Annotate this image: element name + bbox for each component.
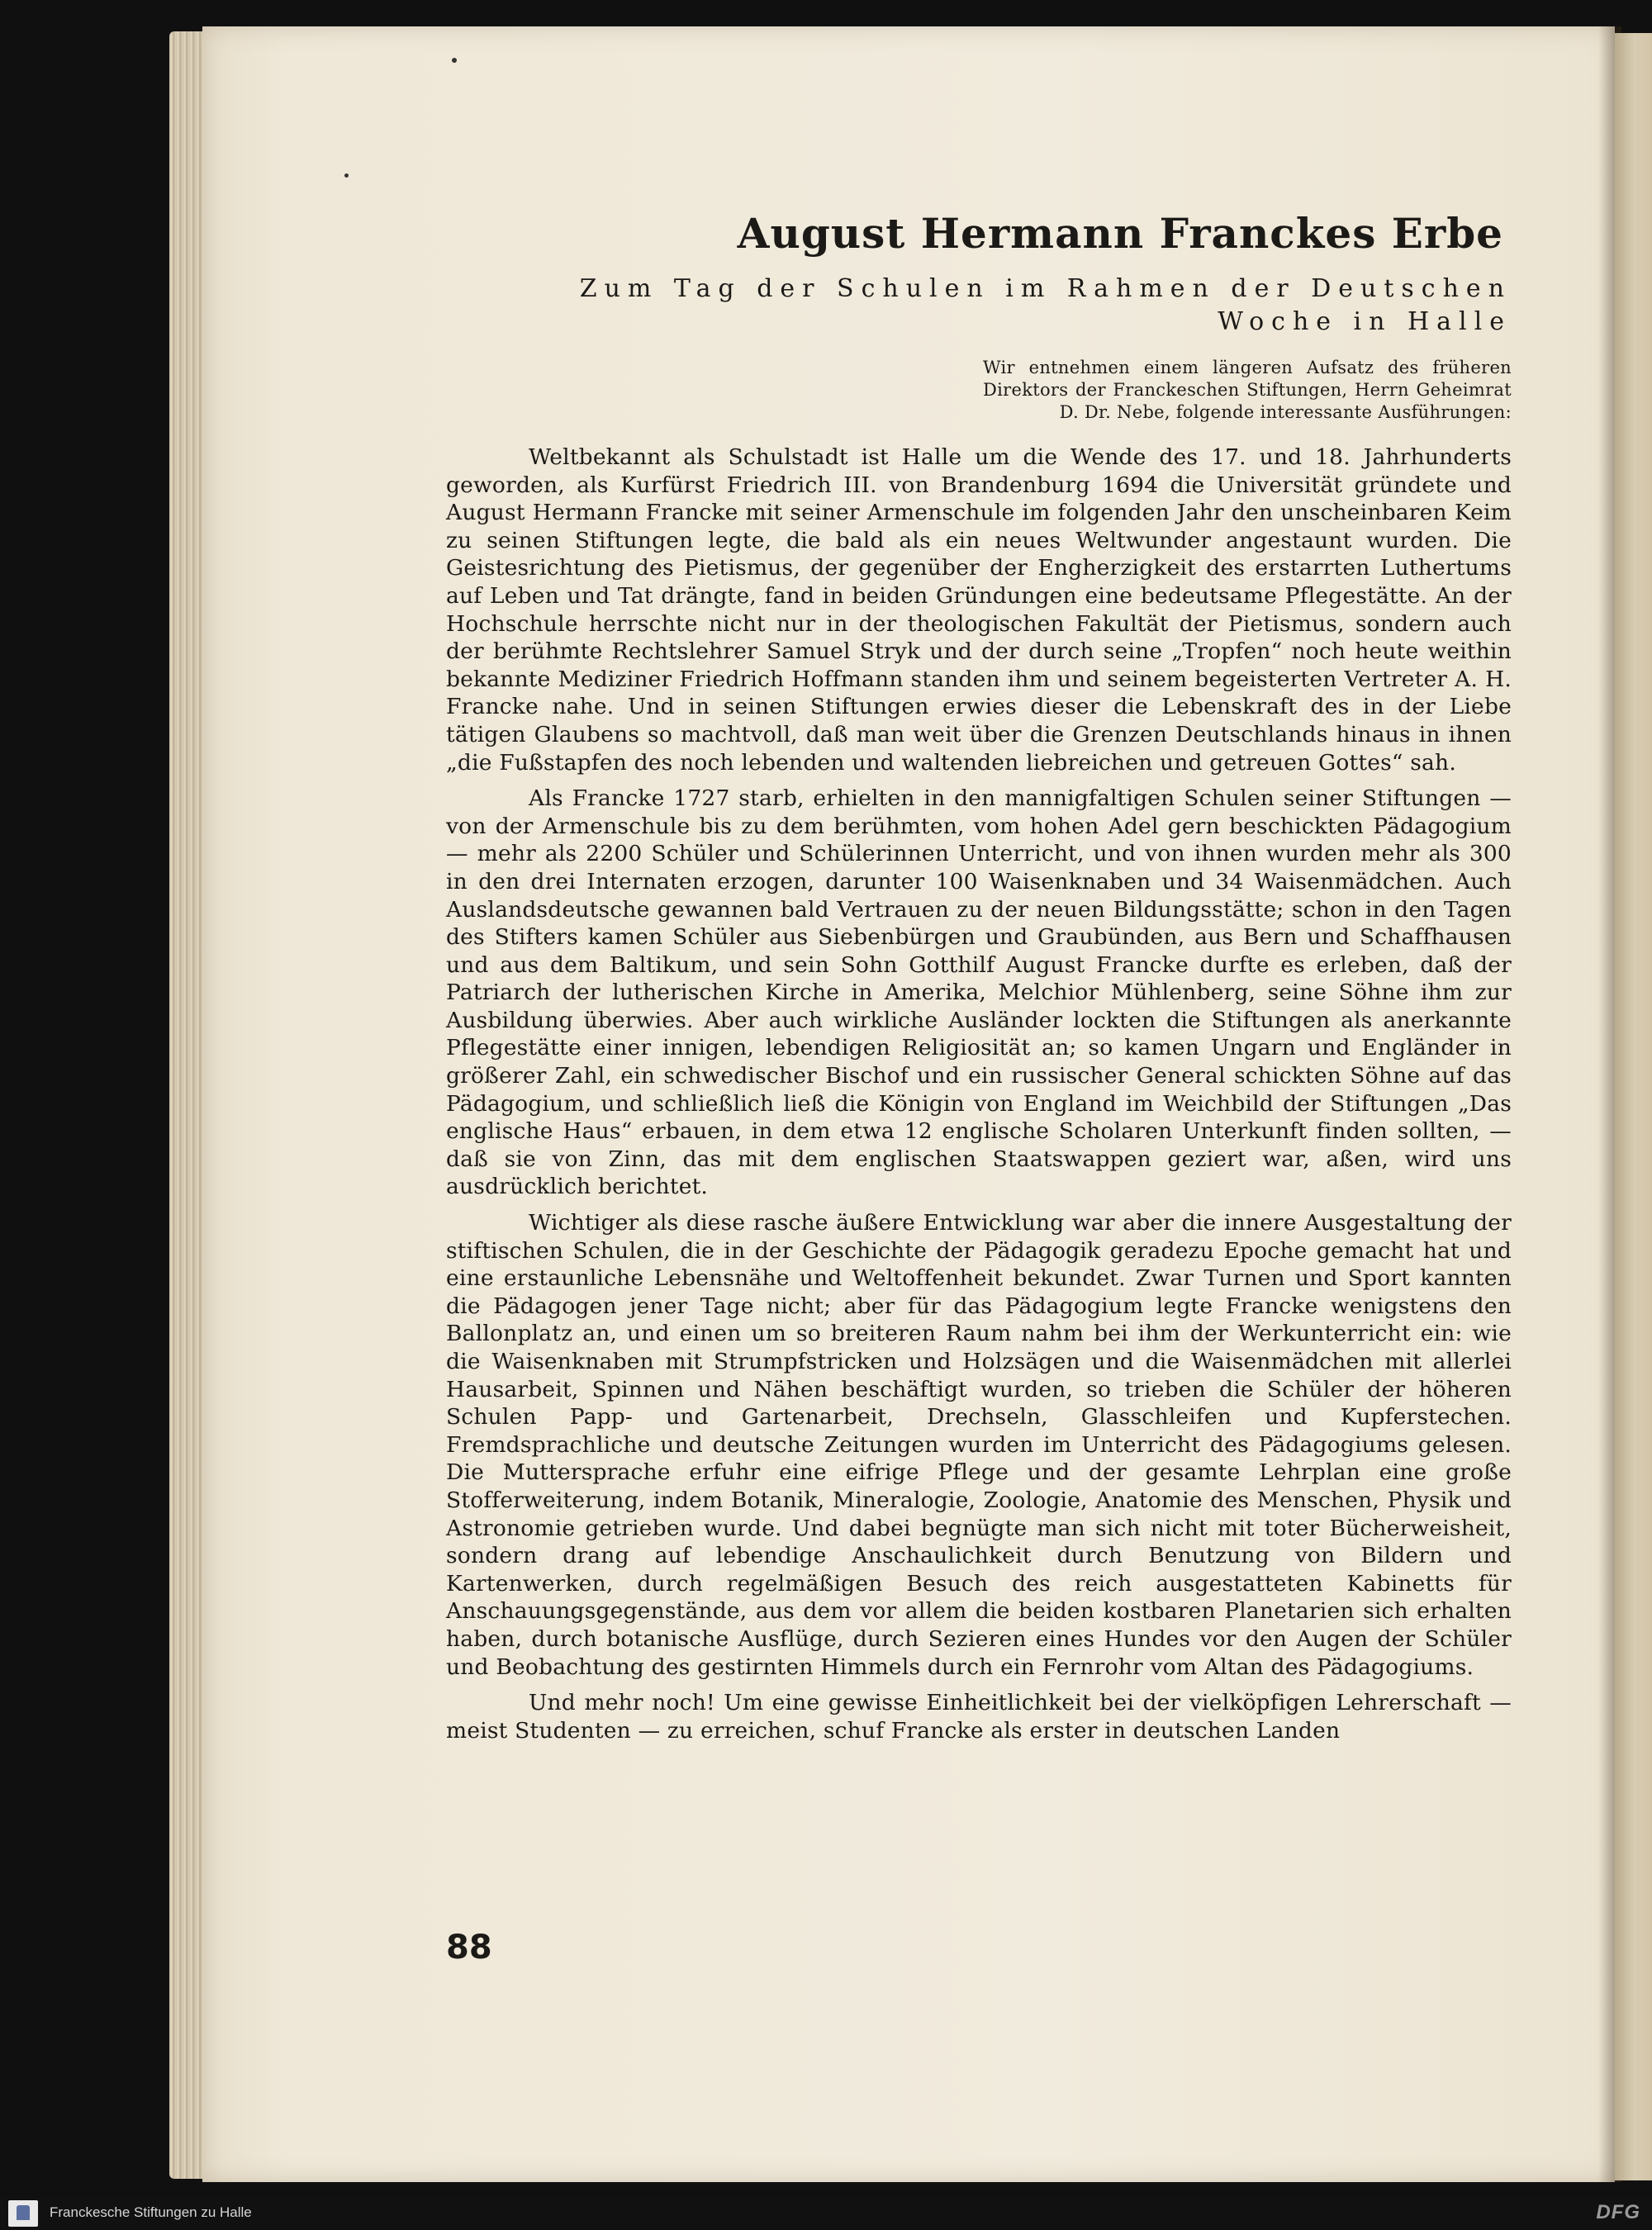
ink-speck <box>452 58 457 63</box>
viewer-footer <box>0 2197 1652 2230</box>
next-page-edge <box>1615 33 1652 2180</box>
dfg-logo: DFG <box>1596 2201 1640 2223</box>
article <box>446 206 1512 1753</box>
paragraph: Und mehr noch! Um eine gewisse Einheitlichkeit bei der vielköpfigen Lehrerschaft — meist Studenten — zu erreichen, schuf Francke als erster in deutschen Landen <box>446 1690 1512 1744</box>
editorial-note: Wir entnehmen einem längeren Aufsatz des früheren Direktors der Franckeschen Stiftungen, Herrn Geheimrat D. Dr. Nebe, folgende interessante Ausführungen: <box>983 358 1512 422</box>
article-body <box>446 444 1512 1744</box>
ink-speck <box>344 173 349 178</box>
paragraph: Wichtiger als diese rasche äußere Entwicklung war aber die innere Ausgestaltung der stiftischen Schulen, die in der Geschichte der Pädagogik geradezu Epoche gemacht hat und eine erstaunliche Lebensnähe und Weltoffenheit bekundet. Zwar Turnen und Sport kannten die Pädagogen jener Tage nicht; aber für das Pädagogium legte Francke wenigstens den Ballonplatz an, und einen um so breiteren Raum nahm bei ihm der Werkunterricht ein: wie die Waisenknaben mit Strumpfstricken und Holzsägen und die Waisenmädchen mit allerlei Hausarbeit, Spinnen und Nähen beschäftigt wurden, so trieben die Schüler der höheren Schulen Papp- und Gartenarbeit, Drechseln, Glasschleifen und Kupferstechen. Fremdsprachliche und deutsche Zeitungen wurden im Unterricht des Pädagogiums gelesen. Die Muttersprache erfuhr eine eifrige Pflege und der gesamte Lehrplan eine große Stofferweiterung, indem Botanik, Mineralogie, Zoologie, Anatomie des Menschen, Physik und Astronomie getrieben wurde. Und dabei begnügte man sich nicht mit toter Bücherweisheit, sondern drang auf lebendige Anschaulichkeit durch Benutzung von Bildern und Kartenwerken, durch regelmäßigen Besuch des reich ausgestatteten Kabinetts für Anschauungsgegenstände, aus dem vor allem die beiden kostbaren Planetarien sich erhalten haben, durch botanische Ausflüge, durch Sezieren eines Hundes vor den Augen der Schüler und Beobachtung des gestirnten Himmels durch ein Fernrohr vom Altan des Pädagogiums. <box>446 1210 1512 1680</box>
paragraph: Weltbekannt als Schulstadt ist Halle um die Wende des 17. und 18. Jahrhunderts geworden, als Kurfürst Friedrich III. von Brandenburg 1694 die Universität gründete und August Hermann Francke mit seiner Armenschule im folgenden Jahr den unscheinbaren Keim zu seinen Stiftungen legte, die bald als ein neues Weltwunder angestaunt wurden. Die Geistesrichtung des Pietismus, der gegenüber der Engherzigkeit des erstarrten Luthertums auf Leben und Tat drängte, fand in beiden Gründungen eine bedeutsame Pflegestätte. An der Hochschule herrschte nicht nur in der theologischen Fakultät der Pietismus, sondern auch der berühmte Rechtslehrer Samuel Stryk und der durch seine „Tropfen“ noch heute weithin bekannte Mediziner Friedrich Hoffmann standen ihm und seinem begeisterten Vertreter A. H. Francke nahe. Und in seinen Stiftungen erwies dieser die Lebenskraft des in der Liebe tätigen Glaubens so machtvoll, daß man weit über die Grenzen Deutschlands hinaus in ihnen „die Fußstapfen des noch lebenden und waltenden liebreichen und getreuen Gottes“ sah. <box>446 444 1512 776</box>
page-number: 88 <box>446 1929 492 1967</box>
institution-logo-icon <box>8 2200 38 2227</box>
article-title: August Hermann Franckes Erbe <box>737 209 1503 258</box>
paragraph: Als Francke 1727 starb, erhielten in den mannigfaltigen Schulen seiner Stiftungen — von der Armenschule bis zu dem berühmten, vom hohen Adel gern beschickten Pädagogium — mehr als 2200 Schüler und Schülerinnen Unterricht, und von ihnen wurden mehr als 300 in den drei Internaten erzogen, darunter 100 Waisenknaben und 34 Waisenmädchen. Auch Auslandsdeutsche gewannen bald Vertrauen zu der neuen Bildungsstätte; schon in den Tagen des Stifters kamen Schüler aus Siebenbürgen und Graubünden, aus Bern und Schaffhausen und aus dem Baltikum, und sein Sohn Gotthilf August Francke durfte es erleben, daß der Patriarch der lutherischen Kirche in Amerika, Melchior Mühlenberg, seine Söhne ihm zur Ausbildung überwies. Aber auch wirkliche Ausländer lockten die Stiftungen als anerkannte Pflegestätte einer innigen, lebendigen Religiosität an; so kamen Ungarn und Engländer in größerer Zahl, ein schwedischer Bischof und ein russischer General schickten Söhne auf das Pädagogium, und schließlich ließ die Königin von England im Weichbild der Stiftungen „Das englische Haus“ erbauen, in dem etwa 12 englische Scholaren Unterkunft finden sollten, — daß sie von Zinn, das mit dem englischen Staatswappen geziert war, aßen, wird uns ausdrücklich berichtet. <box>446 785 1512 1200</box>
article-subtitle: Zum Tag der Schulen im Rahmen der Deutschen Woche in Halle <box>579 274 1512 336</box>
institution-name: Franckesche Stiftungen zu Halle <box>50 2204 252 2220</box>
